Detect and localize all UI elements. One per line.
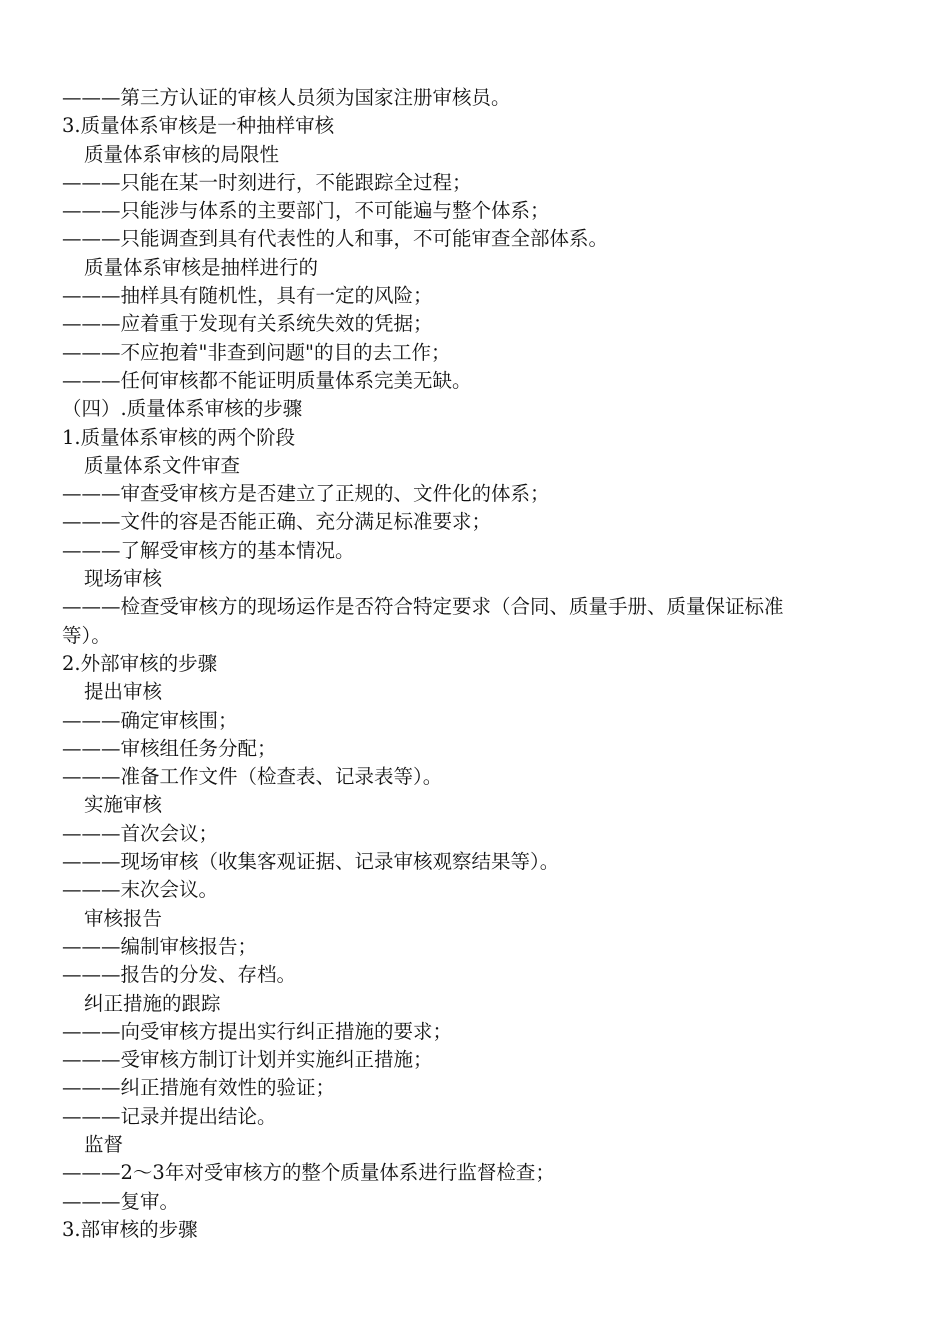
text-line: ———不应抱着"非查到问题"的目的去工作；	[62, 340, 451, 364]
text-line: 等）。	[62, 623, 111, 647]
text-line: ———第三方认证的审核人员须为国家注册审核员。	[62, 86, 511, 109]
text-line: ———确定审核围；	[62, 708, 238, 732]
text-line: ———文件的容是否能正确、充分满足标准要求；	[62, 510, 492, 534]
section-heading: 质量体系审核的局限性	[84, 142, 280, 166]
section-heading: 实施审核	[84, 793, 163, 817]
text-line: ———末次会议。	[62, 878, 219, 902]
text-line: ———只能在某一时刻进行，不能跟踪全过程；	[62, 170, 472, 194]
text-line: ———记录并提出结论。	[62, 1104, 277, 1128]
text-line: 1.质量体系审核的两个阶段	[62, 425, 296, 449]
text-line: ———纠正措施有效性的验证；	[62, 1076, 336, 1100]
text-line: ———应着重于发现有关系统失效的凭据；	[62, 312, 433, 336]
text-line: 3.质量体系审核是一种抽样审核	[62, 114, 335, 138]
text-line: ———2～3年对受审核方的整个质量体系进行监督检查；	[62, 1161, 555, 1185]
text-line: ———审核组任务分配；	[62, 736, 277, 760]
section-heading: 现场审核	[84, 567, 163, 591]
text-line: ———了解受审核方的基本情况。	[62, 538, 355, 562]
text-line: ———复审。	[62, 1189, 180, 1213]
section-heading: 质量体系文件审查	[84, 453, 241, 477]
section-heading: 审核报告	[84, 906, 163, 930]
text-line: ———首次会议；	[62, 821, 219, 845]
text-line: ———抽样具有随机性，具有一定的风险；	[62, 284, 433, 308]
text-line: ———编制审核报告；	[62, 934, 258, 958]
document-body	[62, 84, 882, 1244]
text-line: ———报告的分发、存档。	[62, 963, 297, 987]
text-line: ———审查受审核方是否建立了正规的、文件化的体系；	[62, 482, 550, 506]
text-line: ———检查受审核方的现场运作是否符合特定要求（合同、质量手册、质量保证标准	[62, 595, 784, 619]
text-line: ———只能调查到具有代表性的人和事，不可能审查全部体系。	[62, 227, 609, 251]
text-line: ———向受审核方提出实行纠正措施的要求；	[62, 1019, 453, 1043]
section-heading: 监督	[84, 1132, 124, 1156]
text-line: ———任何审核都不能证明质量体系完美无缺。	[62, 368, 472, 392]
text-line: ———准备工作文件（检查表、记录表等）。	[62, 765, 443, 789]
text-line: ———只能涉与体系的主要部门，不可能遍与整个体系；	[62, 199, 550, 223]
text-line: 2.外部审核的步骤	[62, 651, 218, 675]
text-line: 3.部审核的步骤	[62, 1217, 198, 1241]
text-line: （四）.质量体系审核的步骤	[62, 397, 303, 421]
section-heading: 提出审核	[84, 680, 163, 704]
text-line: ———受审核方制订计划并实施纠正措施；	[62, 1048, 433, 1072]
section-heading: 纠正措施的跟踪	[84, 991, 221, 1015]
section-heading: 质量体系审核是抽样进行的	[84, 255, 319, 279]
text-line: ———现场审核（收集客观证据、记录审核观察结果等）。	[62, 850, 560, 874]
